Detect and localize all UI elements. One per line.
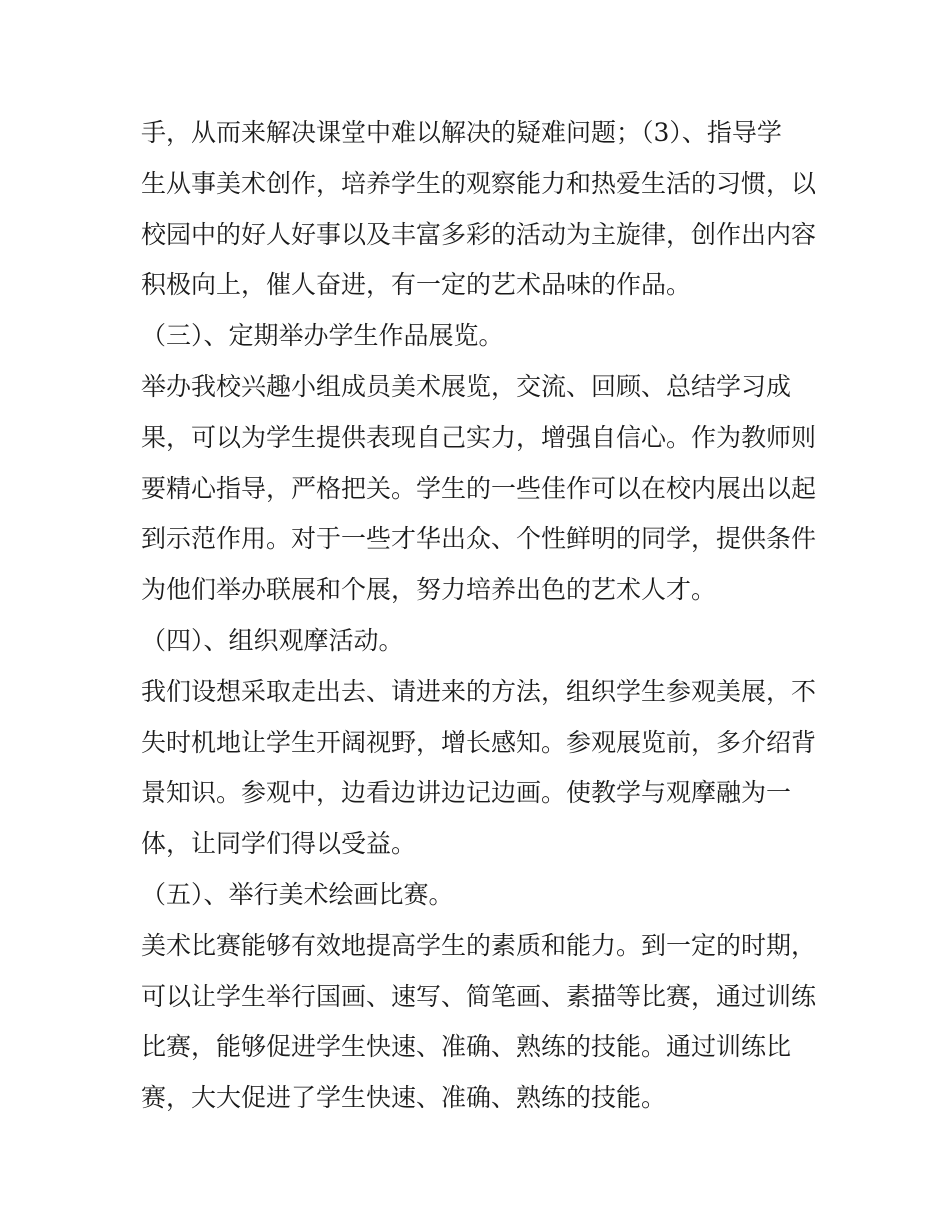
paragraph-line: 赛，大大促进了学生快速、准确、熟练的技能。 xyxy=(141,1083,667,1113)
paragraph-line: 手，从而来解决课堂中难以解决的疑难问题；（3）、指导学 xyxy=(141,118,782,147)
paragraph-line: 可以让学生举行国画、速写、简笔画、素描等比赛，通过训练 xyxy=(141,981,817,1011)
paragraph-line: 举办我校兴趣小组成员美术展览，交流、回顾、总结学习成 xyxy=(141,371,792,401)
section-heading-5: （五）、举行美术绘画比赛。 xyxy=(141,879,454,909)
paragraph-line: 比赛，能够促进学生快速、准确、熟练的技能。通过训练比 xyxy=(141,1032,792,1062)
paragraph-line: 我们设想采取走出去、请进来的方法，组织学生参观美展，不 xyxy=(141,676,817,706)
paragraph-line: 要精心指导，严格把关。学生的一些佳作可以在校内展出以起 xyxy=(141,473,817,503)
paragraph-line: 美术比赛能够有效地提高学生的素质和能力。到一定的时期， xyxy=(141,930,817,960)
paragraph-line: 景知识。参观中，边看边讲边记边画。使教学与观摩融为一 xyxy=(141,778,792,808)
paragraph-line: 失时机地让学生开阔视野，增长感知。参观展览前，多介绍背 xyxy=(141,727,817,757)
paragraph-line: 积极向上，催人奋进，有一定的艺术品味的作品。 xyxy=(141,270,692,300)
paragraph-line: 体，让同学们得以受益。 xyxy=(141,829,417,859)
paragraph-line: 果，可以为学生提供表现自己实力，增强自信心。作为教师则 xyxy=(141,422,817,452)
paragraph-line: 生从事美术创作，培养学生的观察能力和热爱生活的习惯，以 xyxy=(141,168,817,198)
section-heading-4: （四）、组织观摩活动。 xyxy=(141,625,404,655)
paragraph-line: 到示范作用。对于一些才华出众、个性鲜明的同学，提供条件 xyxy=(141,524,817,554)
section-heading-3: （三）、定期举办学生作品展览。 xyxy=(141,321,504,351)
document-body xyxy=(141,108,817,1124)
paragraph-line: 校园中的好人好事以及丰富多彩的活动为主旋律，创作出内容 xyxy=(141,219,817,249)
paragraph-line: 为他们举办联展和个展，努力培养出色的艺术人才。 xyxy=(141,575,717,605)
